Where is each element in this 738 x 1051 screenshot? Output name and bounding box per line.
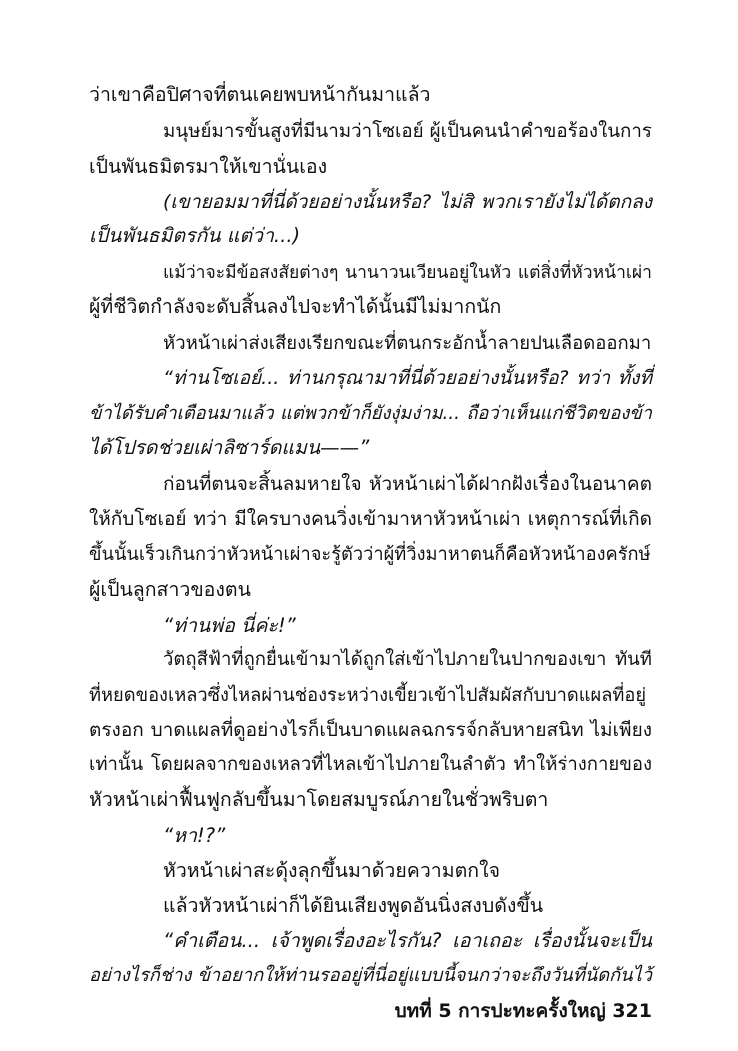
- text-line: ที่หยดของเหลวซึ่งไหลผ่านช่องระหว่างเขี้ยวเข้าไปสัมผัสกับบาดแผลที่อยู่: [89, 685, 647, 706]
- text-line: หัวหน้าเผ่าส่งเสียงเรียกขณะที่ตนกระอักน้ำลายปนเลือดออกมา: [163, 333, 652, 354]
- text-line: หัวหน้าเผ่าฟื้นฟูกลับขึ้นมาโดยสมบูรณ์ภายในชั่วพริบตา: [89, 788, 549, 811]
- page-footer: บทที่ 5 การปะทะครั้งใหญ่ 321: [394, 1000, 652, 1022]
- text-line: วัตถุสีฟ้าที่ถูกยื่นเข้ามาได้ถูกใส่เข้าไปภายในปากของเขา ทันที: [163, 649, 652, 670]
- text-line: “ท่านพ่อ นี่ค่ะ!”: [163, 614, 296, 637]
- text-line: หัวหน้าเผ่าสะดุ้งลุกขึ้นมาด้วยความตกใจ: [163, 859, 501, 882]
- text-line: ได้โปรดช่วยเผ่าลิซาร์ดแมน——”: [89, 436, 370, 459]
- text-line: มนุษย์มารขั้นสูงที่มีนามว่าโซเอย์ ผู้เป็นคนนำคำขอร้องในการ: [163, 121, 652, 142]
- text-line: ตรงอก บาดแผลที่ดูอย่างไรก็เป็นบาดแผลฉกรรจ์กลับหายสนิท ไม่เพียง: [89, 719, 652, 741]
- text-line: “คำเตือน... เจ้าพูดเรื่องอะไรกัน? เอาเถอะ เรื่องนั้นจะเป็น: [163, 929, 652, 952]
- text-line: ผู้เป็นลูกสาวของตน: [89, 578, 251, 601]
- text-line: (เขายอมมาที่นี่ด้วยอย่างนั้นหรือ? ไม่สิ พวกเรายังไม่ได้ตกลง: [163, 191, 652, 213]
- text-line: ให้กับโซเอย์ ทว่า มีใครบางคนวิ่งเข้ามาหาหัวหน้าเผ่า เหตุการณ์ที่เกิด: [89, 508, 652, 530]
- text-line: “ท่านโซเอย์... ท่านกรุณามาที่นี่ด้วยอย่างนั้นหรือ? ทว่า ทั้งที่: [163, 367, 652, 389]
- text-line: แล้วหัวหน้าเผ่าก็ได้ยินเสียงพูดอันนิ่งสงบดังขึ้น: [163, 894, 544, 917]
- text-line: ผู้ที่ชีวิตกำลังจะดับสิ้นลงไปจะทำได้นั้นมีไม่มากนัก: [89, 295, 502, 318]
- text-line: เป็นพันธมิตรกัน แต่ว่า...): [89, 224, 301, 247]
- text-line: เท่านั้น โดยผลจากของเหลวที่ไหลเข้าไปภายในลำตัว ทำให้ร่างกายของ: [89, 754, 652, 775]
- text-line: ก่อนที่ตนจะสิ้นลมหายใจ หัวหน้าเผ่าได้ฝากฝังเรื่องในอนาคต: [163, 473, 652, 495]
- text-line: ข้าได้รับคำเตือนมาแล้ว แต่พวกข้าก็ยังงุ่มง่าม... ถือว่าเห็นแก่ชีวิตของข้า: [89, 403, 652, 424]
- text-line: เป็นพันธมิตรมาให้เขานั่นเอง: [89, 155, 328, 178]
- text-line: อย่างไรก็ช่าง ข้าอยากให้ท่านรออยู่ที่นี่อยู่แบบนี้จนกว่าจะถึงวันที่นัดกันไว้: [89, 965, 652, 986]
- text-line: ว่าเขาคือปิศาจที่ตนเคยพบหน้ากันมาแล้ว: [89, 83, 431, 106]
- text-line: ขึ้นนั้นเร็วเกินกว่าหัวหน้าเผ่าจะรู้ตัวว่าผู้ที่วิ่งมาหาตนก็คือหัวหน้าองครักษ์: [89, 544, 651, 565]
- text-line: “หา!?”: [163, 824, 226, 847]
- text-line: แม้ว่าจะมีข้อสงสัยต่างๆ นานาวนเวียนอยู่ในหัว แต่สิ่งที่หัวหน้าเผ่า: [163, 263, 652, 283]
